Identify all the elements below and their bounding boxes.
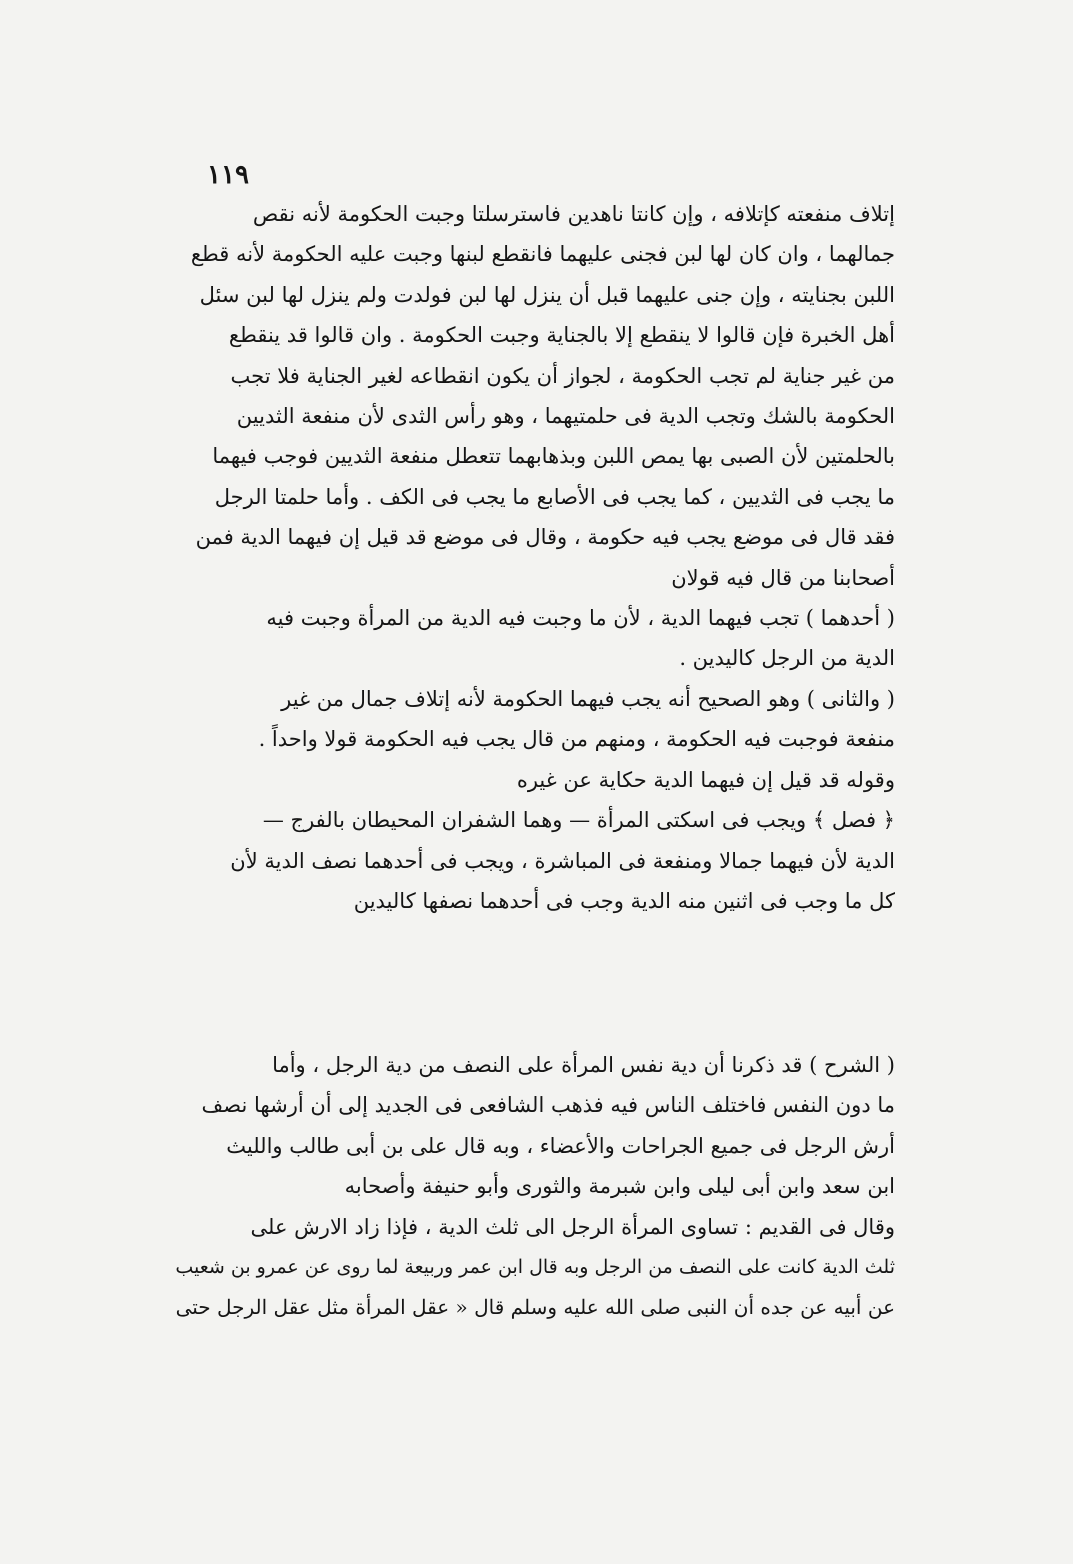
text-line: أرش الرجل فى جميع الجراحات والأعضاء ، وبه قال على بن أبى طالب والليث	[226, 1133, 895, 1158]
text-line: الحكومة بالشك وتجب الدية فى حلمتيهما ، وهو رأس الثدى لأن منفعة الثديين	[236, 404, 895, 429]
text-line: ابن سعد وابن أبى ليلى وابن شبرمة والثورى وأبو حنيفة وأصحابه	[344, 1174, 895, 1199]
text-line: بالحلمتين لأن الصبى بها يمص اللبن وبذهابهما تتعطل منفعة الثديين فوجب فيهما	[212, 444, 895, 469]
text-line: الدية لأن فيهما جمالا ومنفعة فى المباشرة ، ويجب فى أحدهما نصف الدية لأن	[230, 848, 895, 873]
text-line: ﴿ فصل ﴾ ويجب فى اسكتى المرأة — وهما الشفران المحيطان بالفرج —	[262, 808, 895, 833]
main-paragraph-3	[173, 679, 895, 800]
text-line: وقوله قد قيل إن فيهما الدية حكاية عن غيره	[516, 767, 895, 792]
main-text	[173, 194, 895, 921]
main-paragraph-4	[173, 800, 895, 921]
text-line: ما يجب فى الثديين ، كما يجب فى الأصابع ما يجب فى الكف . وأما حلمتا الرجل	[214, 484, 895, 509]
text-line: من غير جناية لم تجب الحكومة ، لجواز أن يكون انقطاعه لغير الجناية فلا تجب	[230, 363, 895, 388]
text-line: ( الشرح ) قد ذكرنا أن دية نفس المرأة على النصف من دية الرجل ، وأما	[272, 1053, 895, 1077]
sharh-text	[173, 1045, 895, 1328]
text-line: ( أحدهما ) تجب فيهما الدية ، لأن ما وجبت فيه الدية من المرأة وجبت فيه	[266, 606, 895, 631]
text-line: ما دون النفس فاختلف الناس فيه فذهب الشافعى فى الجديد إلى أن أرشها نصف	[201, 1093, 895, 1118]
text-line: أصحابنا من قال فيه قولان	[671, 565, 895, 590]
sharh-paragraph-1	[173, 1045, 895, 1207]
text-line: فقد قال فى موضع يجب فيه حكومة ، وقال فى موضع قد قيل إن فيهما الدية فمن	[195, 525, 895, 550]
text-line: الدية من الرجل كاليدين .	[679, 646, 895, 671]
text-line: كل ما وجب فى اثنين منه الدية وجب فى أحدهما نصفها كاليدين	[353, 888, 895, 913]
text-line: جمالهما ، وان كان لها لبن فجنى عليهما فانقطع لبنها وجبت عليه الحكومة لأنه قطع	[190, 242, 895, 267]
text-line: ( والثانى ) وهو الصحيح أنه يجب فيهما الحكومة لأنه إتلاف جمال من غير	[281, 686, 895, 711]
text-line: ثلث الدية كانت على النصف من الرجل وبه قال ابن عمر وربيعة لما روى عن عمرو بن شعيب	[175, 1256, 895, 1279]
page-number: ١١٩	[207, 160, 249, 190]
main-paragraph-1	[173, 194, 895, 598]
text-line: اللبن بجنايته ، وإن جنى عليهما قبل أن ينزل لها لبن فولدت ولم ينزل لها لبن سئل	[199, 282, 895, 307]
sharh-paragraph-2	[173, 1207, 895, 1328]
text-line: إتلاف منفعته كإتلافه ، وإن كانتا ناهدين فاسترسلتا وجبت الحكومة لأنه نقص	[252, 202, 895, 226]
text-line: وقال فى القديم : تساوى المرأة الرجل الى ثلث الدية ، فإذا زاد الارش على	[250, 1214, 895, 1239]
text-line: عن أبيه عن جده أن النبى صلى الله عليه وسلم قال « عقل المرأة مثل عقل الرجل حتى	[175, 1295, 895, 1320]
main-paragraph-2	[173, 598, 895, 679]
text-line: منفعة فوجبت فيه الحكومة ، ومنهم من قال يجب فيه الحكومة قولا واحداً .	[258, 727, 895, 752]
text-line: أهل الخبرة فإن قالوا لا ينقطع إلا بالجناية وجبت الحكومة . وان قالوا قد ينقطع	[228, 323, 895, 348]
